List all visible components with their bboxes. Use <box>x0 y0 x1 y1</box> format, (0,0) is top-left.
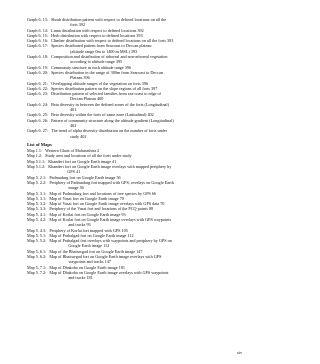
map-entry-title-line: Periphery of Korlai fort mapped with GPS 105 <box>49 227 128 233</box>
graph-entry-label: Graph 6. 13: <box>27 17 49 22</box>
map-entry-title-line: Map of Bhairavgad fort on Google Earth image overlays with GPS <box>49 254 162 260</box>
map-entry-label: Map 5. 5.1: <box>27 232 47 238</box>
map-entry-title-line: Map of the Bhairavgad fort on Google Earth image 147 <box>49 248 143 254</box>
graph-entry-title-line: Composition and distribution of arboreal and non-arboreal vegetation <box>51 54 168 60</box>
map-entry-title-line: Khanderi fort on Google Earth image overlays with mapped periphery by <box>48 164 172 170</box>
graph-entry-label: Graph 6. 24: <box>27 101 49 107</box>
map-entry <box>27 217 242 228</box>
map-entry-title-line: Padmadurg fort on Google Earth image 56 <box>49 174 121 180</box>
map-entry-title-line: GPS 41 <box>67 169 81 175</box>
graph-entry-title-line: Plateau 396 <box>70 75 90 81</box>
map-entry-title-line: image 56 <box>68 185 84 191</box>
map-entry-title-line: Map of Padmadurg fort and locations of tree species by GPS 66 <box>49 190 157 196</box>
map-entry-title-line: Map of Korlai fort on Google Earth image 93 <box>49 211 126 217</box>
map-entry-title <box>49 238 242 249</box>
graph-entry-title-line: Shrub distribution pattern with respect to defined locations on all the <box>51 17 167 22</box>
map-entry-title-line: Periphery of Padmadurg fort mapped with GPS, overlays on Google Earth <box>49 179 174 185</box>
graph-entry-label: Graph 6. 19: <box>27 64 49 70</box>
map-entry-label: Map 5. 2.2: <box>27 179 47 185</box>
graph-entry-title <box>51 54 242 65</box>
graph-entry-title-line: Overlapping altitude ranges of the vegetation on forts 396 <box>51 80 149 86</box>
map-entry-label: Map 5. 4.1: <box>27 211 47 217</box>
graph-entry-title-line: Pattern of community structure along the altitude gradient (Longitudinal) <box>51 117 174 123</box>
map-entry-title-line: Western Ghats of Maharashtra 2 <box>45 148 100 154</box>
graph-entry-title-line: (altitude range 0m to 1400 m MSL) 393 <box>70 48 138 54</box>
graph-entry-title-line: 402 <box>70 122 77 128</box>
graph-entry-title-line: Community structure in each altitude range 396 <box>51 64 132 70</box>
map-entry-label: Map 5. 3.1: <box>27 195 47 201</box>
maps-heading: List of Maps <box>27 141 52 147</box>
graph-entry-title <box>51 43 242 54</box>
map-entry <box>27 270 242 281</box>
graph-entry-title <box>51 17 242 28</box>
graph-entry-title-line: Deccan Plateau 400 <box>70 96 104 102</box>
list-content <box>27 17 242 281</box>
graph-entry-title-line: according to altitude range 395 <box>70 59 123 65</box>
graph-entry-label: Graph 6. 25: <box>27 112 49 118</box>
map-entry-title-line: Map of Vasai fort on Google Earth image overlays with GPS data 70 <box>49 201 165 207</box>
graph-entry-title-line: study 402 <box>70 133 87 139</box>
maps-list <box>27 148 242 280</box>
map-entry-title-line: Periphery of the Vasai fort and locations of the PCQ points 88 <box>49 206 154 212</box>
graph-entry-title <box>51 118 242 129</box>
graph-entry-label: Graph 6. 22: <box>27 85 49 91</box>
map-entry-label: Map 5. 7.2: <box>27 269 47 275</box>
graph-entry-title-line: Climber distribution with respect to defined locations on all the forts 393 <box>51 38 174 44</box>
graph-entry-title-line: Species distribution in the range of 300m from Seacoast to Deccan <box>51 69 163 75</box>
map-entry-label: Map 5. 4.3: <box>27 227 47 233</box>
graph-entry-title-line: Distribution pattern of selected families from sea-coast to edge of <box>51 91 161 97</box>
map-entry-title-line: Google Earth image 112 <box>68 243 110 249</box>
graph-entry-title-line: Beta diversity in between the defined zones of the forts (Longitudinal) <box>51 101 169 107</box>
map-entry-label: Map 5. 2.1: <box>27 174 47 180</box>
map-entry-title-line: Map of Prabalgad fort overlays with waypoints and periphery by GPS on <box>49 238 172 244</box>
graph-entry-title-line: Herb distribution with respect to defined locations 393 <box>51 32 143 38</box>
map-entry-label: Map 5. 3.2: <box>27 201 47 207</box>
graph-entry <box>27 102 242 113</box>
map-entry-label: Map 5. 3.3: <box>27 206 47 212</box>
map-entry-label: Map 5. 3.1: <box>27 190 47 196</box>
graph-entry-label: Graph 6. 16: <box>27 38 49 44</box>
graph-entry-title-line: forts 392 <box>70 22 86 28</box>
graph-entry <box>27 118 242 129</box>
graph-entry-title-line: Species distribution pattern on the slope regions of all forts 397 <box>51 85 158 91</box>
map-entry-label: Map 5. 7.1: <box>27 264 47 270</box>
map-entry <box>27 254 242 265</box>
map-entry-label: Map 1.2: <box>27 153 43 159</box>
map-entry-label: Map 1.1: <box>27 148 43 154</box>
map-entry-label: Map 5.1.1: <box>27 158 46 164</box>
map-entry-title-line: Map of Prabalgad fort on Google Earth image 112 <box>49 232 134 238</box>
graph-entry-label: Graph 6. 20: <box>27 69 49 75</box>
graph-entry-label: Graph 6. 26: <box>27 117 49 123</box>
map-entry-title-line: Study area and locations of all the forts under study <box>45 153 132 159</box>
graph-entry-label: Graph 6. 18: <box>27 54 49 60</box>
graph-entry <box>27 54 242 65</box>
graph-entry-label: Graph 6. 21: <box>27 80 49 86</box>
graph-entry <box>27 91 242 102</box>
graphs-list <box>27 17 242 139</box>
graph-entry-title-line: 401 <box>70 107 77 113</box>
map-entry-label: Map 5. 4.2: <box>27 216 47 222</box>
map-entry-title-line: Khanderi fort on Google Earth image 41 <box>48 158 117 164</box>
graph-entry-label: Graph 6. 15: <box>27 32 49 38</box>
map-entry-label: Map 5.1.2: <box>27 164 46 170</box>
graph-entry-label: Graph 6. 14: <box>27 27 49 33</box>
map-entry-title-line: waypoints and tracks 147 <box>68 259 111 265</box>
graph-entry-title-line: Beta diversity within the forts of same zone (Latitudinal) 402 <box>51 112 154 118</box>
map-entry-title-line: Map of Dhakoba on Google Earth image overlays with GPS waypoints <box>49 269 169 275</box>
map-entry-title-line: Map of Dhakoba on Google Earth image 181 <box>49 264 126 270</box>
graph-entry-title-line: Liana distribution with respect to defined locations 392 <box>51 27 144 33</box>
map-entry-title-line: Map of Korlai fort on Google Earth image overlays with GPS waypoints <box>49 216 172 222</box>
graph-entry-title <box>51 128 242 139</box>
graph-entry-title <box>51 102 242 113</box>
graph-entry-title <box>51 91 242 102</box>
map-entry <box>27 238 242 249</box>
map-entry-title <box>49 217 242 228</box>
graph-entry <box>27 70 242 81</box>
map-entry <box>27 164 242 175</box>
map-entry-label: Map 5. 5.2: <box>27 238 47 244</box>
graph-entry <box>27 43 242 54</box>
graph-entry-title-line: The trend of alpha diversity distribution on the number of forts under <box>51 128 168 134</box>
map-entry-title-line: and tracks 181 <box>68 275 93 281</box>
graph-entry-title <box>51 70 242 81</box>
graph-entry-label: Graph 6. 17: <box>27 43 49 49</box>
map-entry <box>27 180 242 191</box>
graph-entry-title-line: Species distributed pattern from Seacoast to Deccan plateau <box>51 43 152 49</box>
map-entry-label: Map 5. 6.2: <box>27 254 47 260</box>
page-number: xiv <box>237 350 243 355</box>
graph-entry <box>27 17 242 28</box>
graph-entry-label: Graph 6. 23: <box>27 91 49 97</box>
map-entry-title <box>49 270 242 281</box>
map-entry-title-line: Map of Vasai fort on Google Earth image 70 <box>49 195 124 201</box>
map-entry-title <box>49 180 242 191</box>
map-entry-title <box>48 164 242 175</box>
map-entry-title <box>49 254 242 265</box>
map-entry-label: Map 5. 6.1: <box>27 248 47 254</box>
map-entry-title-line: and tracks 93 <box>68 222 91 228</box>
graph-entry <box>27 128 242 139</box>
graph-entry-label: Graph 6. 27: <box>27 128 49 134</box>
